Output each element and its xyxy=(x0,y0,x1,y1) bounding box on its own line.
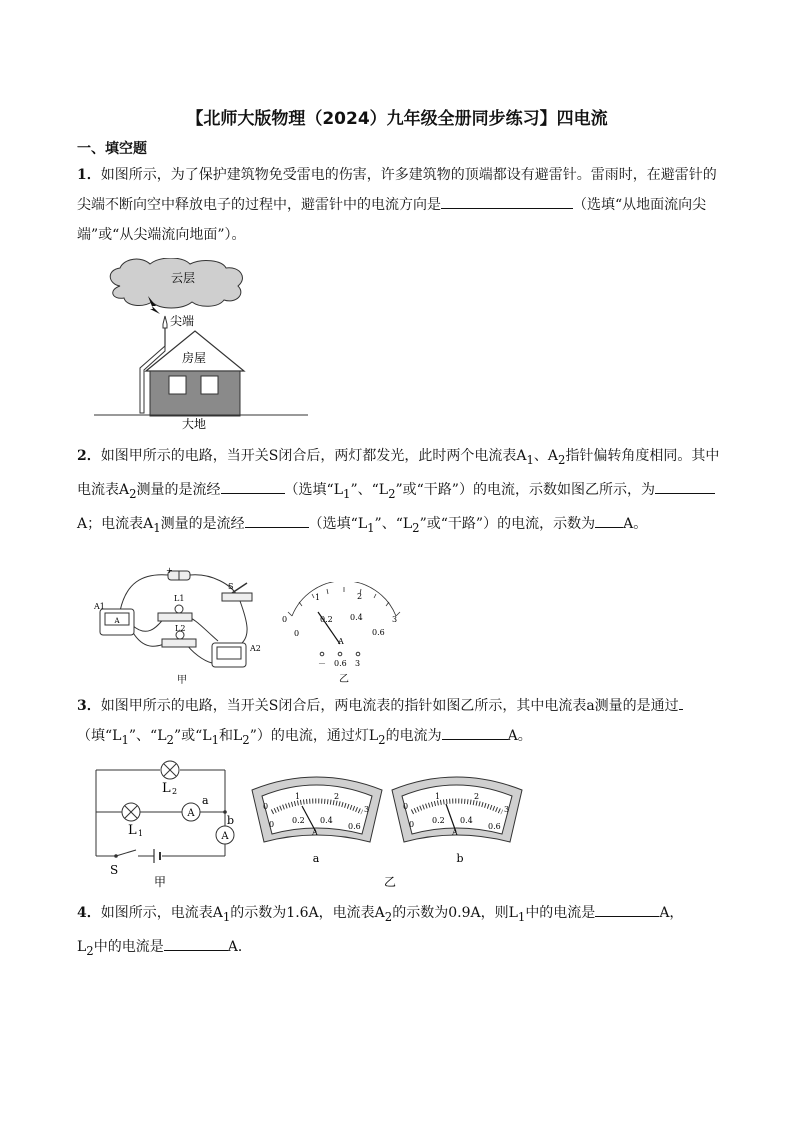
question-text: ”或“L xyxy=(173,728,212,744)
question-text: ”、“L xyxy=(350,481,389,498)
ammeter-dial-figure xyxy=(278,582,408,686)
question-text: 的电流为 xyxy=(385,728,442,744)
meter-label: A xyxy=(221,831,229,842)
answer-blank[interactable] xyxy=(655,477,715,494)
answer-blank[interactable] xyxy=(595,900,659,917)
page-title: 【北师大版物理（2024）九年级全册同步练习】四电流 xyxy=(186,109,608,129)
subscript: 1 xyxy=(138,829,144,838)
meter-name: b xyxy=(456,852,464,865)
scale-label: 0 xyxy=(269,820,275,829)
switch-label: S xyxy=(228,582,234,591)
meter-b xyxy=(392,777,522,865)
question-3 xyxy=(77,691,723,755)
question-text: A． xyxy=(227,938,252,955)
question-text: （选填“L xyxy=(308,515,368,532)
unit-label: A xyxy=(338,637,344,646)
subscript: 1 xyxy=(526,452,534,467)
battery-plus-label: + xyxy=(166,566,173,575)
lightning-rod-figure xyxy=(90,258,320,430)
scale-label: 2 xyxy=(334,792,340,801)
question-2 xyxy=(77,441,723,542)
subscript: 2 xyxy=(242,732,250,747)
question-text: （选填“从地面流向尖端”或“从尖端流向地面”）。 xyxy=(77,197,707,243)
scale-label: 0 xyxy=(263,802,269,811)
meter-name: a xyxy=(312,852,320,865)
question-text: 如图所示，为了保护建筑物免受雷电的伤害，许多建筑物的顶端都设有避雷针。雷雨时，在避雷针的尖端不断向空中释放电子的过程中，避雷针中的电流方向是 xyxy=(77,167,717,213)
figure-label: 甲 xyxy=(177,675,187,686)
subscript: 1 xyxy=(222,909,231,924)
scale-label: 2 xyxy=(474,792,480,801)
figure-label: 甲 xyxy=(153,875,167,889)
scale-label: 0.4 xyxy=(320,816,333,825)
question-text: 如图甲所示的电路，当开关S闭合后，两灯都发光，此时两个电流表A xyxy=(100,448,527,464)
terminal-label: － xyxy=(318,659,326,668)
answer-blank[interactable] xyxy=(442,723,508,740)
unit-label: A xyxy=(452,828,458,837)
question-text: （选填“L xyxy=(284,481,344,498)
meter-label: A xyxy=(114,617,120,625)
answer-blank[interactable] xyxy=(221,477,285,494)
question-text: 和L xyxy=(218,728,243,744)
question-text: 的示数为0.9A，则L xyxy=(392,905,518,921)
ammeter-label: A1 xyxy=(94,602,105,611)
question-number: 2． xyxy=(77,448,101,464)
answer-blank[interactable] xyxy=(679,693,683,710)
question-text: A。 xyxy=(507,728,532,744)
subscript: 2 xyxy=(558,452,566,467)
question-text: 测量的是流经 xyxy=(160,515,245,532)
scale-label: 0.4 xyxy=(460,816,473,825)
question-text: 中的电流是 xyxy=(93,938,164,955)
scale-label: 0 xyxy=(403,802,409,811)
subscript: 1 xyxy=(517,909,526,924)
question-text: ”或“干路”）的电流，示数为 xyxy=(419,515,596,532)
lamp-label: L xyxy=(128,823,137,838)
question-number: 4． xyxy=(77,905,101,921)
question-text: A。 xyxy=(623,515,648,532)
scale-label: 0 xyxy=(282,615,288,624)
scale-label: 0.2 xyxy=(432,816,445,825)
scale-label: 2 xyxy=(357,592,363,601)
figure-label: 乙 xyxy=(339,674,349,685)
lamp-label: L1 xyxy=(174,594,185,603)
lamp-label: L2 xyxy=(175,624,186,633)
question-text: L xyxy=(77,938,87,955)
meter-name-b: b xyxy=(227,814,235,827)
question-text: 如图甲所示的电路，当开关S闭合后，两电流表的指针如图乙所示，其中电流表a测量的是通过 xyxy=(100,698,679,714)
subscript: 1 xyxy=(343,486,351,501)
question-text: ”、“L xyxy=(128,728,167,744)
question-text: 中的电流是 xyxy=(525,905,596,921)
subscript: 2 xyxy=(172,787,178,796)
subscript: 2 xyxy=(166,732,174,747)
question-number: 1． xyxy=(77,167,101,183)
subscript: 2 xyxy=(384,909,393,924)
question-text: A；电流表A xyxy=(77,515,154,532)
meter-name-a: a xyxy=(202,794,209,807)
answer-blank[interactable] xyxy=(164,934,228,951)
subscript: 2 xyxy=(388,486,396,501)
answer-blank[interactable] xyxy=(245,511,309,528)
scale-label: 0.4 xyxy=(350,613,363,622)
lamp-label: L xyxy=(162,781,171,796)
circuit-schematic-figure xyxy=(88,758,246,890)
scale-label: 3 xyxy=(504,805,510,814)
scale-label: 0.2 xyxy=(320,615,333,624)
answer-blank[interactable] xyxy=(595,511,623,528)
switch-label: S xyxy=(110,863,119,877)
meter-label: A xyxy=(187,808,195,819)
question-text: 如图所示，电流表A xyxy=(100,905,223,921)
scale-label: 3 xyxy=(392,615,398,624)
question-text: ”或“干路”）的电流，示数如图乙所示，为 xyxy=(395,481,655,498)
question-text: 指针偏转角度相同。其中电流表A xyxy=(77,448,720,498)
question-text: 的示数为1.6A，电流表A xyxy=(230,905,385,921)
question-text: ”、“L xyxy=(374,515,413,532)
lamp-l1-icon xyxy=(122,803,140,821)
scale-label: 1 xyxy=(435,792,441,801)
subscript: 2 xyxy=(129,486,137,501)
scale-label: 0 xyxy=(409,820,415,829)
circuit-photo-figure xyxy=(92,563,272,687)
answer-blank[interactable] xyxy=(441,192,573,209)
figure-label: 乙 xyxy=(383,875,397,889)
meter-a xyxy=(252,777,382,865)
tip-label: 尖端 xyxy=(170,314,195,328)
terminal-label: 3 xyxy=(355,659,361,668)
question-text: 测量的是流经 xyxy=(136,481,221,498)
question-number: 3． xyxy=(77,698,101,714)
question-text: 、A xyxy=(533,448,558,464)
scale-label: 0 xyxy=(294,629,300,638)
scale-label: 1 xyxy=(295,792,301,801)
question-4 xyxy=(77,898,723,966)
section-heading: 一、填空题 xyxy=(77,141,147,157)
ammeter-label: A2 xyxy=(250,644,261,653)
scale-label: 3 xyxy=(364,805,370,814)
terminal-label: 0.6 xyxy=(334,659,347,668)
question-text: A， xyxy=(659,905,684,921)
subscript: 1 xyxy=(121,732,129,747)
subscript: 2 xyxy=(412,520,420,535)
two-meters-figure xyxy=(250,772,530,892)
scale-label: 0.6 xyxy=(488,822,501,831)
question-text: （填“L xyxy=(77,728,122,744)
lamp-l2-icon xyxy=(161,761,179,779)
house-label: 房屋 xyxy=(181,351,207,365)
unit-label: A xyxy=(312,828,318,837)
ground-label: 大地 xyxy=(181,417,207,430)
subscript: 2 xyxy=(378,732,386,747)
scale-label: 0.6 xyxy=(372,628,385,637)
subscript: 1 xyxy=(211,732,219,747)
cloud-label: 云层 xyxy=(170,271,196,285)
question-1 xyxy=(77,160,723,250)
subscript: 1 xyxy=(367,520,375,535)
scale-label: 1 xyxy=(315,593,321,602)
scale-label: 0.2 xyxy=(292,816,305,825)
subscript: 1 xyxy=(153,520,161,535)
question-text: ”）的电流，通过灯L xyxy=(249,728,379,744)
subscript: 2 xyxy=(86,943,94,958)
scale-label: 0.6 xyxy=(348,822,361,831)
